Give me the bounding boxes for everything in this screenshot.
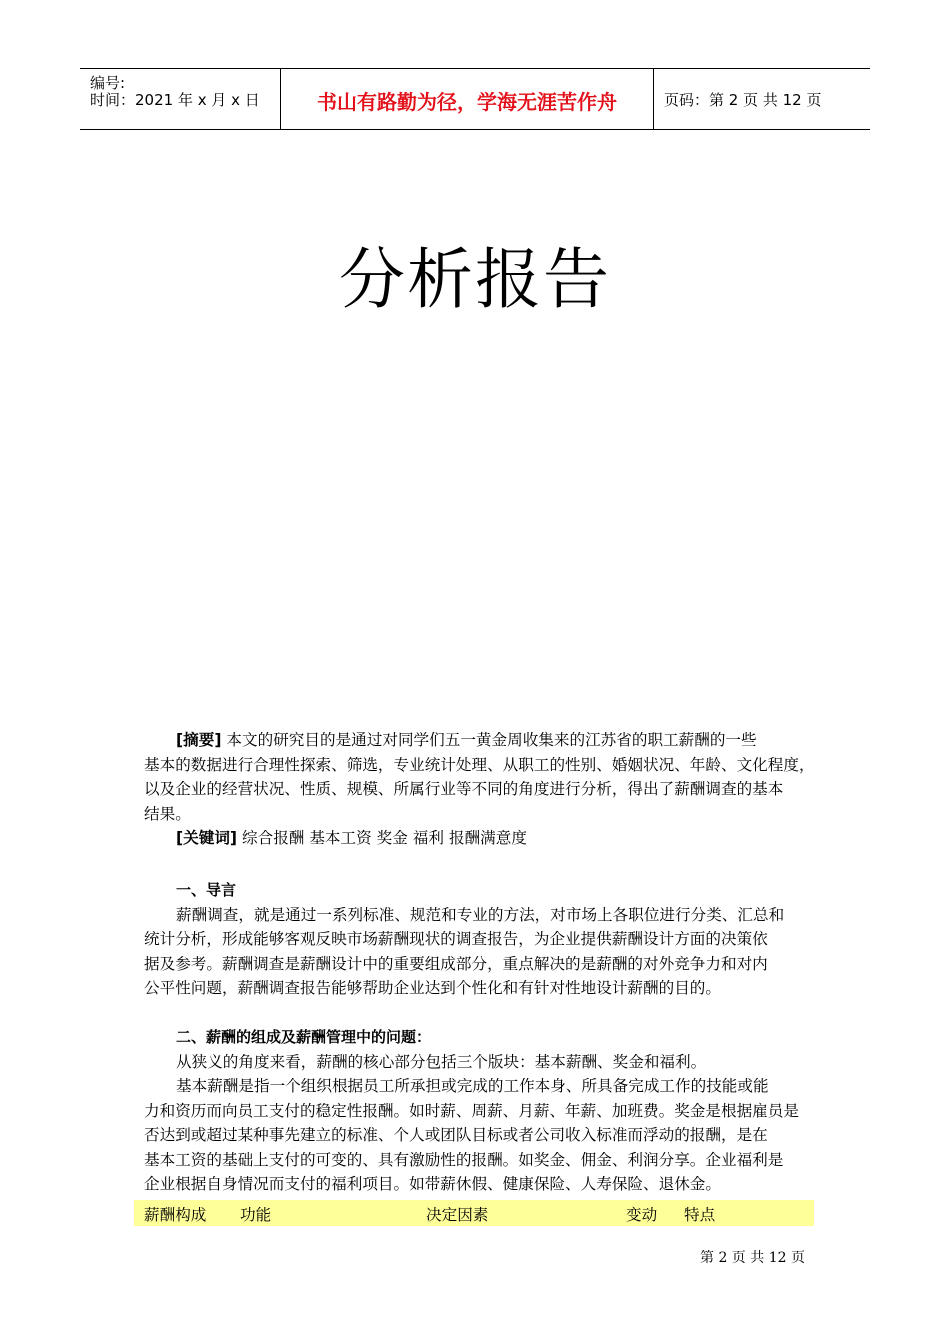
abstract-line: 结果。 (144, 804, 191, 823)
abstract-line: 基本的数据进行合理性探索、筛选，专业统计处理、从职工的性别、婚姻状况、年龄、文化程度， (144, 755, 815, 774)
paragraph-line: 企业根据自身情况而支付的福利项目。如带薪休假、健康保险、人寿保险、退休金。 (144, 1175, 721, 1193)
abstract-line: 以及企业的经营状况、性质、规模、所属行业等不同的角度进行分析，得出了薪酬调查的基本 (144, 780, 784, 798)
keywords-text: 综合报酬 基本工资 奖金 福利 报酬满意度 (237, 829, 527, 847)
section-compensation (144, 1025, 814, 1197)
abstract-label: [摘要] (176, 731, 222, 749)
table-header-cell: 特点 (684, 1206, 716, 1224)
paragraph-line: 公平性问题，薪酬调查报告能够帮助企业达到个性化和有针对性地设计薪酬的目的。 (144, 979, 721, 997)
document-title: 分析报告 (339, 241, 611, 318)
page-footer: 第 2 页 共 12 页 (700, 1250, 805, 1266)
keywords-line (144, 826, 814, 851)
paragraph-line: 据及参考。薪酬调查是薪酬设计中的重要组成部分，重点解决的是薪酬的对外竞争力和对内 (144, 954, 768, 973)
section-heading: 二、薪酬的组成及薪酬管理中的问题： (176, 1028, 432, 1046)
abstract-line (144, 728, 814, 753)
paragraph-line: 否达到或超过某种事先建立的标准、个人或团队目标或者公司收入标准而浮动的报酬，是在 (144, 1126, 768, 1144)
header-page-info: 页码：第 2 页 共 12 页 (664, 91, 822, 109)
paragraph-line: 薪酬调查，就是通过一系列标准、规范和专业的方法，对市场上各职位进行分类、汇总和 (176, 905, 785, 924)
table-header-cell: 功能 (240, 1206, 272, 1224)
keywords-label: [关键词] (176, 829, 238, 847)
page-header (80, 68, 870, 130)
header-page-cell (654, 69, 870, 129)
motto: 书山有路勤为径，学海无涯苦作舟 (317, 90, 617, 114)
table-header-cell: 决定因素 (426, 1206, 489, 1224)
abstract-block (144, 728, 814, 851)
header-meta-cell (80, 69, 281, 129)
paragraph-line: 统计分析，形成能够客观反映市场薪酬现状的调查报告，为企业提供薪酬设计方面的决策依 (144, 930, 768, 948)
table-header-row (134, 1200, 814, 1226)
paragraph-line: 基本工资的基础上支付的可变的、具有激励性的报酬。如奖金、佣金、利润分享。企业福利是 (144, 1150, 784, 1169)
paragraph-line: 从狭义的角度来看，薪酬的核心部分包括三个版块：基本薪酬、奖金和福利。 (176, 1052, 707, 1071)
table-header-cell: 变动 (626, 1206, 658, 1224)
section-heading: 一、导言 (176, 881, 237, 899)
abstract-text: 本文的研究目的是通过对同学们五一黄金周收集来的江苏省的职工薪酬的一些 (221, 731, 757, 749)
paragraph-line: 基本薪酬是指一个组织根据员工所承担或完成的工作本身、所具备完成工作的技能或能 (176, 1077, 769, 1095)
section-intro (144, 878, 814, 1001)
doc-code-label: 编号: (90, 74, 126, 92)
header-motto-cell (281, 69, 654, 129)
paragraph-line: 力和资历而向员工支付的稳定性报酬。如时薪、周薪、月薪、年薪、加班费。奖金是根据雇员是 (144, 1101, 799, 1120)
doc-date: 时间：2021 年 x 月 x 日 (90, 91, 260, 109)
table-header-cell: 薪酬构成 (144, 1206, 207, 1224)
